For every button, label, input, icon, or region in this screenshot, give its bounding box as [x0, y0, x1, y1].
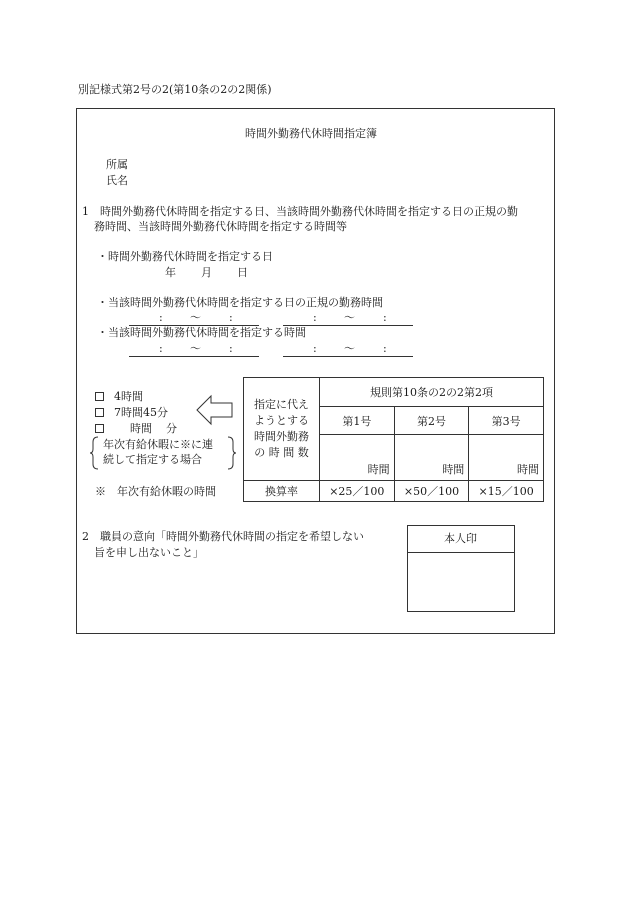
section2-line1: 2 職員の意向「時間外勤務代休時間の指定を希望しない — [82, 530, 364, 543]
regular-start-colon: : — [159, 311, 163, 324]
conversion-table — [243, 377, 544, 502]
hours-unit-3: 時間 — [517, 462, 539, 476]
col-header-3: 第3号 — [469, 407, 544, 435]
specify-time-right-line — [283, 356, 413, 357]
bracket-line1: 年次有給休暇に※に連 — [103, 438, 213, 451]
seal-box-divider — [407, 552, 515, 553]
regular-end-colon: : — [229, 311, 233, 324]
hours-cell-3[interactable] — [469, 435, 544, 480]
regular-hours-heading: ・当該時間外勤務代休時間を指定する日の正規の勤務時間 — [97, 296, 383, 309]
option-4h[interactable] — [95, 390, 143, 404]
hours-cell-2[interactable] — [394, 435, 469, 480]
col-header-2: 第2号 — [394, 407, 469, 435]
option-custom-minutes-label: 分 — [166, 422, 177, 435]
col-header-1: 第1号 — [320, 407, 395, 435]
row-header-line4: の 時 間 数 — [254, 445, 309, 459]
specify-right-tilde: 〜 — [344, 342, 355, 355]
form-reference: 別記様式第2号の2(第10条の2の2関係) — [78, 83, 272, 96]
section1-line1: 1 時間外勤務代休時間を指定する日、当該時間外勤務代休時間を指定する日の正規の勤 — [82, 205, 518, 218]
annual-leave-note: ※ 年次有給休暇の時間 — [95, 485, 216, 498]
date-heading: ・時間外勤務代休時間を指定する日 — [97, 250, 273, 263]
hours-unit-1: 時間 — [367, 462, 390, 476]
option-7h45m-label: 7時間45分 — [114, 406, 168, 419]
option-4h-label: 4時間 — [114, 390, 143, 403]
name-label: 氏名 — [106, 174, 128, 187]
hours-cell-1[interactable] — [320, 435, 395, 480]
specify-end-colon: : — [229, 342, 233, 355]
hours-unit-2: 時間 — [442, 462, 465, 476]
rate-cell-3: ×15／100 — [469, 480, 544, 501]
option-custom-checkbox[interactable] — [95, 424, 104, 433]
bracket-right — [226, 436, 236, 470]
rate-cell-2: ×50／100 — [394, 480, 469, 501]
date-year-label: 年 — [165, 266, 176, 279]
row-header-cell — [244, 378, 320, 481]
regular-right-tilde: 〜 — [344, 311, 355, 324]
row-header-line3: 時間外勤務 — [254, 429, 309, 443]
section1-line2: 務時間、当該時間外勤務代休時間を指定する時間等 — [94, 220, 347, 233]
form-title: 時間外勤務代休時間指定簿 — [245, 127, 377, 140]
rate-cell-1: ×25／100 — [320, 480, 395, 501]
seal-label: 本人印 — [444, 532, 477, 545]
regular-left-tilde: 〜 — [190, 311, 201, 324]
date-day-label: 日 — [237, 266, 248, 279]
specify-start-colon: : — [159, 342, 163, 355]
affiliation-label: 所属 — [106, 158, 128, 171]
rate-label-cell: 換算率 — [244, 480, 320, 501]
section2-line2: 旨を申し出ないこと」 — [94, 546, 204, 559]
regular-start2-colon: : — [313, 311, 317, 324]
date-month-label: 月 — [201, 266, 212, 279]
row-header-line2: ようとする — [254, 413, 309, 427]
option-4h-checkbox[interactable] — [95, 392, 104, 401]
specify-hours-heading: ・当該時間外勤務代休時間を指定する時間 — [97, 326, 306, 339]
option-7h45m-checkbox[interactable] — [95, 408, 104, 417]
bracket-left — [90, 436, 100, 470]
option-7h45m[interactable] — [95, 406, 168, 420]
left-arrow-icon — [196, 394, 234, 426]
specify-left-tilde: 〜 — [190, 342, 201, 355]
option-custom[interactable] — [95, 422, 177, 436]
specify-start2-colon: : — [313, 342, 317, 355]
option-custom-hours-label: 時間 — [130, 422, 152, 435]
regular-end2-colon: : — [383, 311, 387, 324]
specify-end2-colon: : — [383, 342, 387, 355]
bracket-line2: 続して指定する場合 — [103, 453, 202, 466]
row-header-line1: 指定に代え — [254, 397, 309, 411]
specify-time-left-line — [129, 356, 259, 357]
group-header-cell: 規則第10条の2の2第2項 — [320, 378, 544, 407]
